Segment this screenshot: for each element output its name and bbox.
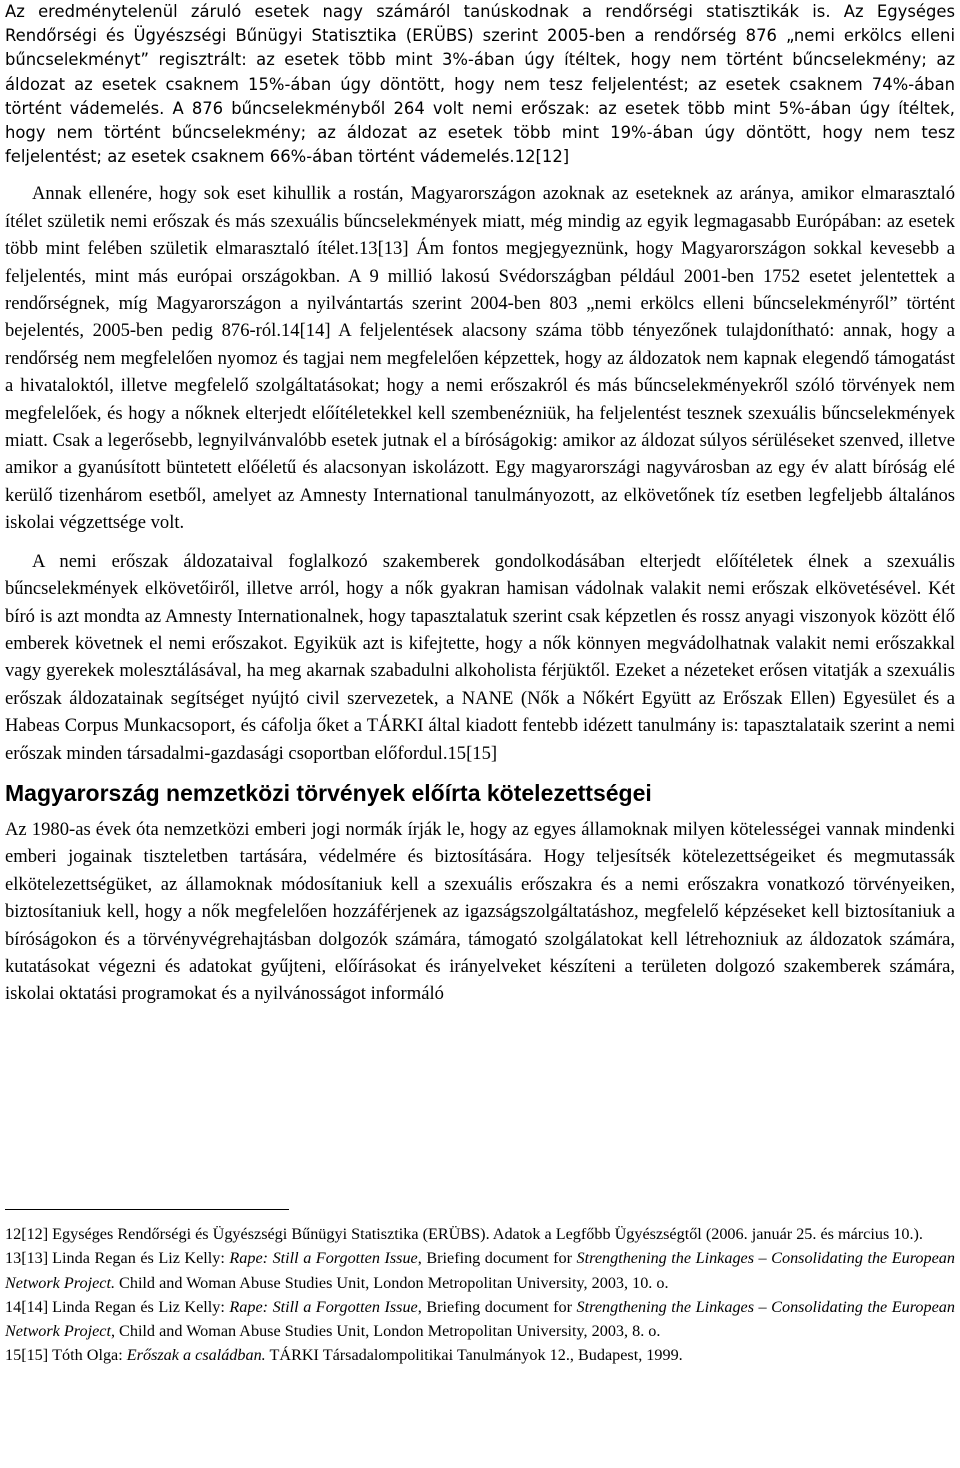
footnote-label: 15[15] [5,1346,49,1365]
footnote-label: 12[12] [5,1225,49,1243]
footnote-ref-15[interactable]: 15[15] [447,742,498,764]
footnote-divider [5,1209,289,1210]
section-heading: Magyarország nemzetközi törvények előírta kötelezettségei [5,779,652,806]
body-paragraph-2: Annak ellenére, hogy sok eset kihullik a rostán, Magyarországon azoknak az eseteknek az aránya, amikor elmarasztaló ítélet születik nemi erőszak és más szexuális bűncselekmények miatt, még mindig az egyik legmagasabb Európában: az esetek több mint felében születik elmarasztaló ítélet.13[13] Ám fontos megjegyeznünk, hogy Magyarországon sokkal kevesebb a feljelentés, mint más európai országokban. A 9 millió lakosú Svédországban például 2001-ben 1752 esetet jelentettek a rendőrségnek, míg Magyarországon a nyilvántartás szerint 2004-ben 803 „nemi erkölcs elleni bűncselekményről” történt bejelentés, 2005-ben pedig 876-ról.14[14] A feljelentések alacsony száma több tényezőnek tulajdonítható: annak, hogy a rendőrség nem megfelelően nyomoz és tagjai nem megfelelően képzettek, hogy az áldozatok nem kapnak elegendő támogatást a hivataloktól, illetve megfelelő szolgáltatásokat; hogy a nemi erőszakról és más bűncselekményekről szóló törvények nem megfelelőek, és hogy a nőknek elterjedt előítéletekkel kell szembenézniük, ha feljelentést tesznek szexuális bűncselekmények miatt. Csak a legerősebb, legnyilvánvalóbb esetek jutnak el a bíróságokig: amikor az áldozat súlyos sérüléseket szenved, illetve amikor a gyanúsított büntetett előéletű és alacsonyan iskolázott. Egy magyarországi nagyvárosban az egy év alatt bíróság elé kerülő tizenhárom esetből, amelyet az Amnesty International tanulmányozott, az elkövetőnek tíz esetben legfeljebb általános iskolai végzettsége volt. [5,183,956,534]
footnote-14: 14[14] Linda Regan és Liz Kelly: Rape: Still a Forgotten Issue, Briefing document for Strengthening the Linkages – Consolidating the European Network Project, Child and Woman Abuse Studies Unit, London Metropolitan University, 2003, 8. o. [5,1297,955,1341]
footnote-ref-12[interactable]: 12[12] [514,147,570,167]
intro-text: Az eredménytelenül záruló esetek nagy számáról tanúskodnak a rendőrségi statisztikák is. Az Egységes Rendőrségi és Ügyészségi Bűnügyi Statisztika (ERÜBS) szerint 2005-ben a rendőrség 876 „nemi erkölcs elleni bűncselekményt” regisztrált: az esetek több mint 3%-ában úgy ítéltek, hogy nem történt bűncselekmény; az áldozat az esetek csaknem 15%-ában úgy döntött, hogy nem tesz feljelentést; az esetek csaknem 74%-ában történt vádemelés. A 876 bűncselekményből 264 volt nemi erőszak: az esetek több mint 5%-ában úgy ítéltek, hogy nem történt bűncselekmény; az áldozat az esetek több mint 19%-ában úgy döntött, hogy nem tesz feljelentést; az esetek csaknem 66%-ában történt vádemelés. [5,2,955,167]
footnote-13: 13[13] Linda Regan és Liz Kelly: Rape: Still a Forgotten Issue, Briefing document for Strengthening the Linkages – Consolidating the European Network Project. Child and Woman Abuse Studies Unit, London Metropolitan University, 2003, 10. o. [5,1249,955,1292]
intro-paragraph [5,0,955,169]
footnote-label: 13[13] [5,1249,49,1268]
document-page [5,0,955,1008]
footnote-ref-14[interactable]: 14[14] [281,320,331,342]
footnotes [5,1222,955,1368]
footnote-12: 12[12] Egységes Rendőrségi és Ügyészségi Bűnügyi Statisztika (ERÜBS). Adatok a Legfőbb Ügyészségtől (2006. január 25. és március 10.). [5,1225,923,1243]
body-paragraph-4: Az 1980-as évek óta nemzetközi emberi jogi normák írják le, hogy az egyes államoknak milyen kötelességei vannak mindenki emberi jogainak tiszteletben tartására, védelmére és biztosítására. Hogy teljesítsék kötelezettségeiket és megmutassák elkötelezettségüket, az államoknak módosítaniuk kell a szexuális erőszakra és a nemi erőszakra vonatkozó törvényeiken, biztosítaniuk kell, hogy a nők megfelelően hozzáférjenek az igazságszolgáltatáshoz, megfelelő képzéseket kell biztosítaniuk a bíróságokon és a törvényvégrehajtásban dolgozók számára, támogató szolgálatokat kell létrehozniuk az áldozatok számára, kutatásokat végezni és adatokat gyűjteni, előírásokat és irányelveket készíteni a területen dolgozó szakemberek számára, iskolai oktatási programokat és a nyilvánosságot informáló [5,818,955,1005]
body-paragraph-3: A nemi erőszak áldozataival foglalkozó szakemberek gondolkodásában elterjedt előítéletek élnek a szexuális bűncselekmények elkövetőiről, illetve arról, hogy a nők gyakran hamisan vádolnak valakit nemi erőszak elkövetésével. Két bíró is azt mondta az Amnesty Internationalnek, hogy tapasztalatuk szerint csak képzetlen és rossz anyagi viszonyok között élő emberek követnek el nemi erőszakot. Egyikük azt is kifejtette, hogy a nők könnyen megvádolhatnak valakit nemi erőszakkal vagy gyerekek molesztálásával, ha meg akarnak szabadulni alkoholista férjüktől. Ezeket a nézeteket erősen vitatják a szexuális erőszak áldozatainak segítséget nyújtó civil szervezetek, a NANE (Nők a Nőkért Együtt az Erőszak Ellen) Egyesület és a Habeas Corpus Munkacsoport, és cáfolja őket a TÁRKI által kiadott fentebb idézett tanulmány is: tapasztalataik szerint a nemi erőszak minden társadalmi-gazdasági csoportban előfordul.15[15] [5,550,955,764]
footnote-label: 14[14] [5,1297,49,1316]
footnote-15: 15[15] Tóth Olga: Erőszak a családban. TÁRKI Társadalompolitikai Tanulmányok 12., Budapest, 1999. [5,1346,683,1365]
footnote-ref-13[interactable]: 13[13] [358,238,409,260]
